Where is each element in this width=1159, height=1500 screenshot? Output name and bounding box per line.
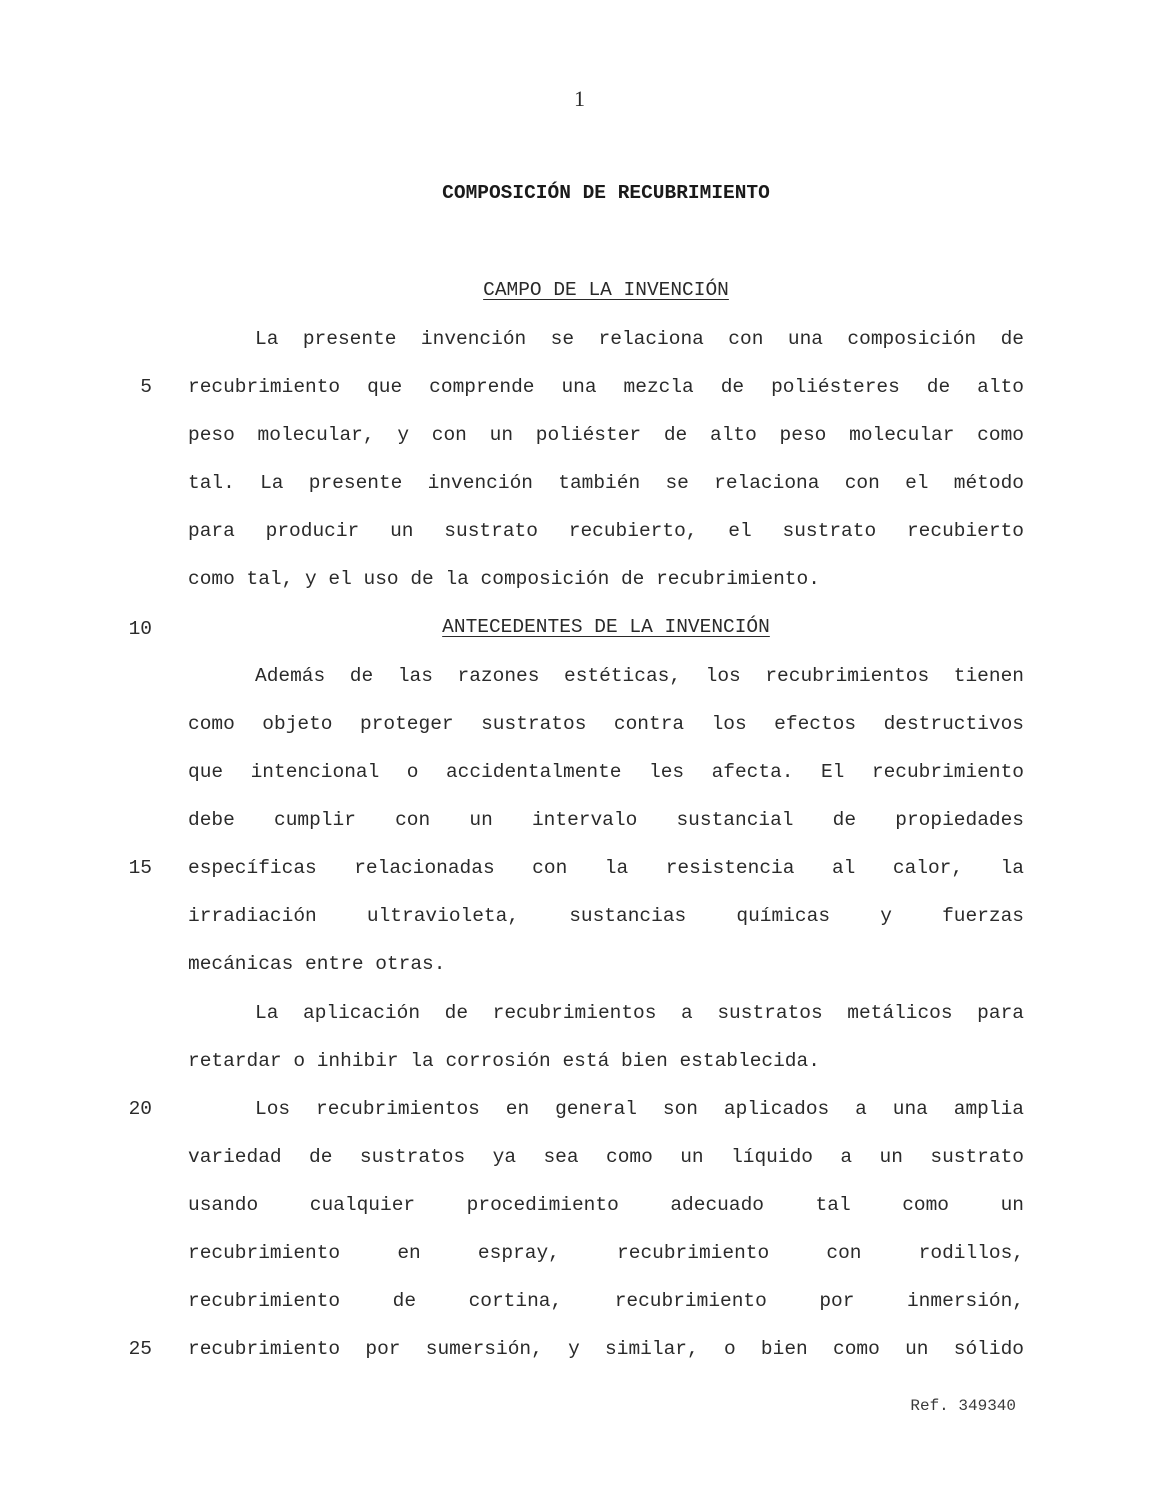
line-number: 5 [140,376,152,398]
section-heading-field: CAMPO DE LA INVENCIÓN [483,279,729,301]
text-line: debe cumplir con un intervalo sustancial de propiedades [188,809,1024,831]
section-heading-background: ANTECEDENTES DE LA INVENCIÓN [442,616,770,638]
text-line: tal. La presente invención también se relaciona con el método [188,472,1024,494]
text-line: recubrimiento por sumersión, y similar, o bien como un sólido [188,1338,1024,1360]
text-line: retardar o inhibir la corrosión está bien establecida. [188,1050,820,1072]
text-line: variedad de sustratos ya sea como un líquido a un sustrato [188,1146,1024,1168]
line-number: 15 [128,857,152,879]
text-line: Además de las razones estéticas, los recubrimientos tienen [255,665,1024,687]
text-line: que intencional o accidentalmente les afecta. El recubrimiento [188,761,1024,783]
text-line: como objeto proteger sustratos contra los efectos destructivos [188,713,1024,735]
text-line: La presente invención se relaciona con una composición de [255,328,1024,350]
line-number: 10 [128,618,152,640]
text-line: peso molecular, y con un poliéster de alto peso molecular como [188,424,1024,446]
text-line: La aplicación de recubrimientos a sustratos metálicos para [255,1002,1024,1024]
reference-number: Ref. 349340 [910,1397,1016,1415]
text-line: irradiación ultravioleta, sustancias químicas y fuerzas [188,905,1024,927]
text-line: mecánicas entre otras. [188,953,446,975]
text-line: Los recubrimientos en general son aplicados a una amplia [255,1098,1024,1120]
text-line: recubrimiento de cortina, recubrimiento por inmersión, [188,1290,1024,1312]
text-line: usando cualquier procedimiento adecuado tal como un [188,1194,1024,1216]
text-line: como tal, y el uso de la composición de recubrimiento. [188,568,820,590]
text-line: específicas relacionadas con la resistencia al calor, la [188,857,1024,879]
page-number: 1 [574,86,585,111]
text-line: recubrimiento que comprende una mezcla de poliésteres de alto [188,376,1024,398]
text-line: para producir un sustrato recubierto, el sustrato recubierto [188,520,1024,542]
document-title: COMPOSICIÓN DE RECUBRIMIENTO [442,182,770,204]
text-line: recubrimiento en espray, recubrimiento con rodillos, [188,1242,1024,1264]
line-number: 20 [128,1098,152,1120]
line-number: 25 [128,1338,152,1360]
